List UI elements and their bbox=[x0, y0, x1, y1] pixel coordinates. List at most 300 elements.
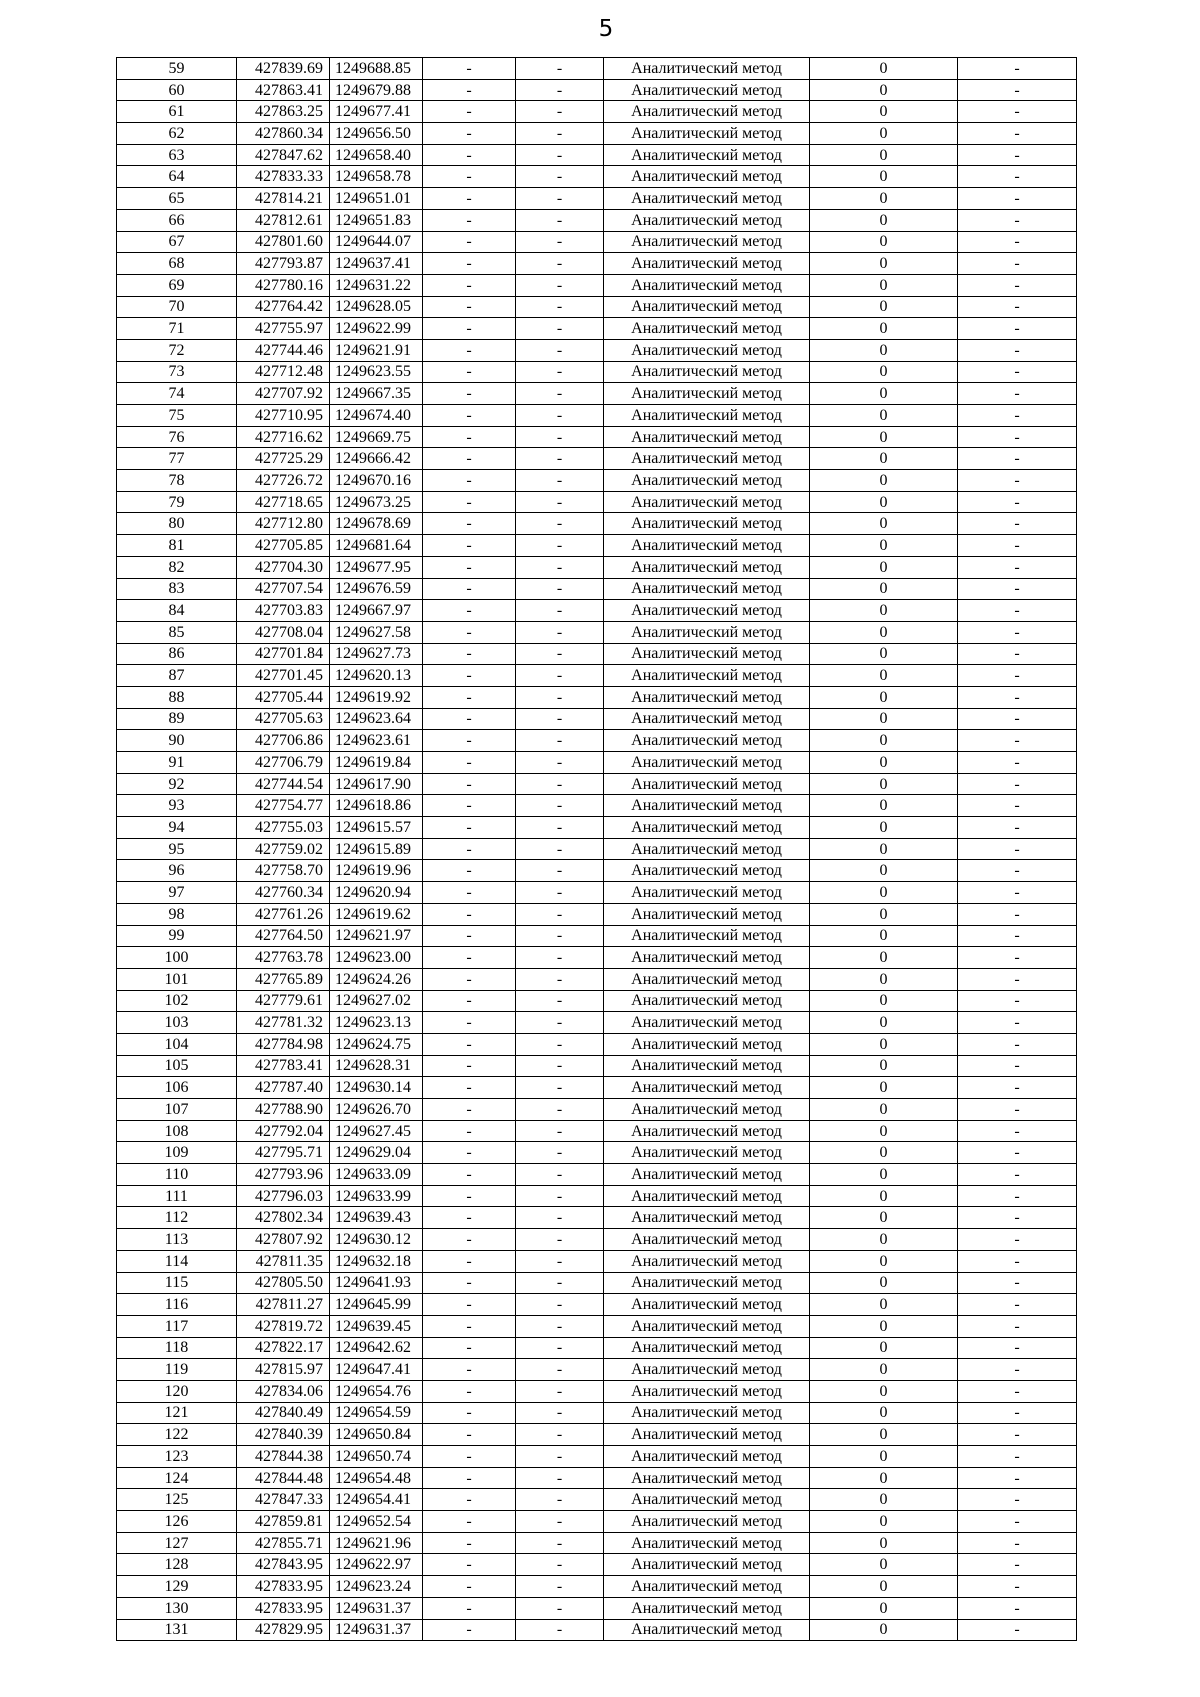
y-coordinate-cell: 1249628.31 bbox=[330, 1055, 423, 1077]
col5-cell: - bbox=[516, 947, 604, 969]
method-cell: Аналитический метод bbox=[604, 621, 810, 643]
table-row bbox=[117, 860, 1077, 882]
point-number-cell: 102 bbox=[117, 990, 237, 1012]
table-row bbox=[117, 231, 1077, 253]
table-row bbox=[117, 773, 1077, 795]
col8-cell: - bbox=[958, 188, 1077, 210]
method-cell: Аналитический метод bbox=[604, 426, 810, 448]
accuracy-cell: 0 bbox=[810, 860, 958, 882]
col8-cell: - bbox=[958, 101, 1077, 123]
col4-cell: - bbox=[423, 947, 516, 969]
x-coordinate-cell: 427834.06 bbox=[237, 1380, 330, 1402]
accuracy-cell: 0 bbox=[810, 795, 958, 817]
col8-cell: - bbox=[958, 513, 1077, 535]
x-coordinate-cell: 427726.72 bbox=[237, 470, 330, 492]
x-coordinate-cell: 427833.95 bbox=[237, 1597, 330, 1619]
point-number-cell: 92 bbox=[117, 773, 237, 795]
col5-cell: - bbox=[516, 1532, 604, 1554]
col5-cell: - bbox=[516, 817, 604, 839]
method-cell: Аналитический метод bbox=[604, 578, 810, 600]
method-cell: Аналитический метод bbox=[604, 101, 810, 123]
col8-cell: - bbox=[958, 144, 1077, 166]
accuracy-cell: 0 bbox=[810, 1489, 958, 1511]
x-coordinate-cell: 427788.90 bbox=[237, 1099, 330, 1121]
col4-cell: - bbox=[423, 903, 516, 925]
accuracy-cell: 0 bbox=[810, 578, 958, 600]
y-coordinate-cell: 1249641.93 bbox=[330, 1272, 423, 1294]
x-coordinate-cell: 427844.48 bbox=[237, 1467, 330, 1489]
y-coordinate-cell: 1249615.57 bbox=[330, 817, 423, 839]
table-row bbox=[117, 1055, 1077, 1077]
accuracy-cell: 0 bbox=[810, 1120, 958, 1142]
x-coordinate-cell: 427710.95 bbox=[237, 405, 330, 427]
method-cell: Аналитический метод bbox=[604, 1424, 810, 1446]
y-coordinate-cell: 1249658.40 bbox=[330, 144, 423, 166]
method-cell: Аналитический метод bbox=[604, 730, 810, 752]
x-coordinate-cell: 427764.42 bbox=[237, 296, 330, 318]
table-row bbox=[117, 968, 1077, 990]
table-row bbox=[117, 990, 1077, 1012]
x-coordinate-cell: 427780.16 bbox=[237, 274, 330, 296]
point-number-cell: 77 bbox=[117, 448, 237, 470]
point-number-cell: 60 bbox=[117, 79, 237, 101]
method-cell: Аналитический метод bbox=[604, 1402, 810, 1424]
method-cell: Аналитический метод bbox=[604, 1012, 810, 1034]
col8-cell: - bbox=[958, 1424, 1077, 1446]
point-number-cell: 131 bbox=[117, 1619, 237, 1641]
col4-cell: - bbox=[423, 318, 516, 340]
x-coordinate-cell: 427705.63 bbox=[237, 708, 330, 730]
col8-cell: - bbox=[958, 1402, 1077, 1424]
col8-cell: - bbox=[958, 1012, 1077, 1034]
col5-cell: - bbox=[516, 1250, 604, 1272]
col4-cell: - bbox=[423, 773, 516, 795]
accuracy-cell: 0 bbox=[810, 708, 958, 730]
col8-cell: - bbox=[958, 361, 1077, 383]
x-coordinate-cell: 427744.54 bbox=[237, 773, 330, 795]
col4-cell: - bbox=[423, 1359, 516, 1381]
col8-cell: - bbox=[958, 838, 1077, 860]
x-coordinate-cell: 427705.44 bbox=[237, 686, 330, 708]
col5-cell: - bbox=[516, 643, 604, 665]
col8-cell: - bbox=[958, 166, 1077, 188]
col4-cell: - bbox=[423, 231, 516, 253]
table-row bbox=[117, 1532, 1077, 1554]
y-coordinate-cell: 1249650.84 bbox=[330, 1424, 423, 1446]
col4-cell: - bbox=[423, 166, 516, 188]
col5-cell: - bbox=[516, 686, 604, 708]
y-coordinate-cell: 1249656.50 bbox=[330, 123, 423, 145]
x-coordinate-cell: 427783.41 bbox=[237, 1055, 330, 1077]
col4-cell: - bbox=[423, 405, 516, 427]
col4-cell: - bbox=[423, 144, 516, 166]
col4-cell: - bbox=[423, 1424, 516, 1446]
point-number-cell: 90 bbox=[117, 730, 237, 752]
x-coordinate-cell: 427764.50 bbox=[237, 925, 330, 947]
accuracy-cell: 0 bbox=[810, 535, 958, 557]
table-row bbox=[117, 1120, 1077, 1142]
accuracy-cell: 0 bbox=[810, 1554, 958, 1576]
col4-cell: - bbox=[423, 1532, 516, 1554]
col8-cell: - bbox=[958, 1099, 1077, 1121]
table-row bbox=[117, 1554, 1077, 1576]
accuracy-cell: 0 bbox=[810, 513, 958, 535]
table-row bbox=[117, 188, 1077, 210]
col5-cell: - bbox=[516, 882, 604, 904]
col8-cell: - bbox=[958, 1359, 1077, 1381]
x-coordinate-cell: 427795.71 bbox=[237, 1142, 330, 1164]
accuracy-cell: 0 bbox=[810, 968, 958, 990]
col5-cell: - bbox=[516, 491, 604, 513]
x-coordinate-cell: 427754.77 bbox=[237, 795, 330, 817]
method-cell: Аналитический метод bbox=[604, 1207, 810, 1229]
method-cell: Аналитический метод bbox=[604, 708, 810, 730]
point-number-cell: 91 bbox=[117, 752, 237, 774]
y-coordinate-cell: 1249620.94 bbox=[330, 882, 423, 904]
col5-cell: - bbox=[516, 274, 604, 296]
point-number-cell: 78 bbox=[117, 470, 237, 492]
col8-cell: - bbox=[958, 578, 1077, 600]
method-cell: Аналитический метод bbox=[604, 274, 810, 296]
method-cell: Аналитический метод bbox=[604, 253, 810, 275]
col4-cell: - bbox=[423, 470, 516, 492]
table-row bbox=[117, 947, 1077, 969]
table-row bbox=[117, 752, 1077, 774]
col4-cell: - bbox=[423, 1142, 516, 1164]
table-row bbox=[117, 1402, 1077, 1424]
col5-cell: - bbox=[516, 513, 604, 535]
accuracy-cell: 0 bbox=[810, 752, 958, 774]
x-coordinate-cell: 427755.03 bbox=[237, 817, 330, 839]
point-number-cell: 79 bbox=[117, 491, 237, 513]
method-cell: Аналитический метод bbox=[604, 817, 810, 839]
table-row bbox=[117, 58, 1077, 80]
x-coordinate-cell: 427703.83 bbox=[237, 600, 330, 622]
y-coordinate-cell: 1249624.75 bbox=[330, 1033, 423, 1055]
x-coordinate-cell: 427807.92 bbox=[237, 1229, 330, 1251]
method-cell: Аналитический метод bbox=[604, 643, 810, 665]
table-row bbox=[117, 686, 1077, 708]
col8-cell: - bbox=[958, 1164, 1077, 1186]
method-cell: Аналитический метод bbox=[604, 1229, 810, 1251]
method-cell: Аналитический метод bbox=[604, 1250, 810, 1272]
y-coordinate-cell: 1249633.99 bbox=[330, 1185, 423, 1207]
col5-cell: - bbox=[516, 1294, 604, 1316]
point-number-cell: 119 bbox=[117, 1359, 237, 1381]
point-number-cell: 81 bbox=[117, 535, 237, 557]
col8-cell: - bbox=[958, 1294, 1077, 1316]
col8-cell: - bbox=[958, 795, 1077, 817]
x-coordinate-cell: 427840.39 bbox=[237, 1424, 330, 1446]
col8-cell: - bbox=[958, 318, 1077, 340]
col5-cell: - bbox=[516, 1424, 604, 1446]
col8-cell: - bbox=[958, 1532, 1077, 1554]
y-coordinate-cell: 1249626.70 bbox=[330, 1099, 423, 1121]
col8-cell: - bbox=[958, 556, 1077, 578]
col4-cell: - bbox=[423, 101, 516, 123]
col4-cell: - bbox=[423, 730, 516, 752]
col4-cell: - bbox=[423, 448, 516, 470]
method-cell: Аналитический метод bbox=[604, 383, 810, 405]
col5-cell: - bbox=[516, 1576, 604, 1598]
accuracy-cell: 0 bbox=[810, 1511, 958, 1533]
col5-cell: - bbox=[516, 448, 604, 470]
y-coordinate-cell: 1249623.55 bbox=[330, 361, 423, 383]
col8-cell: - bbox=[958, 600, 1077, 622]
col4-cell: - bbox=[423, 535, 516, 557]
table-row bbox=[117, 1424, 1077, 1446]
col5-cell: - bbox=[516, 556, 604, 578]
method-cell: Аналитический метод bbox=[604, 58, 810, 80]
y-coordinate-cell: 1249627.02 bbox=[330, 990, 423, 1012]
point-number-cell: 108 bbox=[117, 1120, 237, 1142]
accuracy-cell: 0 bbox=[810, 123, 958, 145]
accuracy-cell: 0 bbox=[810, 448, 958, 470]
method-cell: Аналитический метод bbox=[604, 752, 810, 774]
accuracy-cell: 0 bbox=[810, 1467, 958, 1489]
col5-cell: - bbox=[516, 426, 604, 448]
point-number-cell: 89 bbox=[117, 708, 237, 730]
method-cell: Аналитический метод bbox=[604, 339, 810, 361]
y-coordinate-cell: 1249621.96 bbox=[330, 1532, 423, 1554]
x-coordinate-cell: 427755.97 bbox=[237, 318, 330, 340]
col5-cell: - bbox=[516, 1229, 604, 1251]
y-coordinate-cell: 1249631.22 bbox=[330, 274, 423, 296]
accuracy-cell: 0 bbox=[810, 426, 958, 448]
point-number-cell: 71 bbox=[117, 318, 237, 340]
col4-cell: - bbox=[423, 860, 516, 882]
col4-cell: - bbox=[423, 1619, 516, 1641]
col4-cell: - bbox=[423, 1207, 516, 1229]
point-number-cell: 118 bbox=[117, 1337, 237, 1359]
y-coordinate-cell: 1249681.64 bbox=[330, 535, 423, 557]
accuracy-cell: 0 bbox=[810, 209, 958, 231]
accuracy-cell: 0 bbox=[810, 686, 958, 708]
x-coordinate-cell: 427819.72 bbox=[237, 1315, 330, 1337]
table-row bbox=[117, 1229, 1077, 1251]
y-coordinate-cell: 1249617.90 bbox=[330, 773, 423, 795]
accuracy-cell: 0 bbox=[810, 318, 958, 340]
col4-cell: - bbox=[423, 253, 516, 275]
method-cell: Аналитический метод bbox=[604, 1033, 810, 1055]
col4-cell: - bbox=[423, 882, 516, 904]
y-coordinate-cell: 1249628.05 bbox=[330, 296, 423, 318]
y-coordinate-cell: 1249619.92 bbox=[330, 686, 423, 708]
accuracy-cell: 0 bbox=[810, 1229, 958, 1251]
y-coordinate-cell: 1249631.37 bbox=[330, 1619, 423, 1641]
col4-cell: - bbox=[423, 1099, 516, 1121]
col4-cell: - bbox=[423, 123, 516, 145]
col4-cell: - bbox=[423, 665, 516, 687]
table-row bbox=[117, 903, 1077, 925]
x-coordinate-cell: 427796.03 bbox=[237, 1185, 330, 1207]
accuracy-cell: 0 bbox=[810, 556, 958, 578]
x-coordinate-cell: 427761.26 bbox=[237, 903, 330, 925]
table-row bbox=[117, 1489, 1077, 1511]
method-cell: Аналитический метод bbox=[604, 296, 810, 318]
point-number-cell: 116 bbox=[117, 1294, 237, 1316]
col8-cell: - bbox=[958, 405, 1077, 427]
accuracy-cell: 0 bbox=[810, 730, 958, 752]
col8-cell: - bbox=[958, 903, 1077, 925]
table-row bbox=[117, 925, 1077, 947]
accuracy-cell: 0 bbox=[810, 144, 958, 166]
x-coordinate-cell: 427701.45 bbox=[237, 665, 330, 687]
point-number-cell: 127 bbox=[117, 1532, 237, 1554]
col4-cell: - bbox=[423, 79, 516, 101]
col5-cell: - bbox=[516, 253, 604, 275]
y-coordinate-cell: 1249654.48 bbox=[330, 1467, 423, 1489]
x-coordinate-cell: 427793.87 bbox=[237, 253, 330, 275]
col4-cell: - bbox=[423, 621, 516, 643]
col8-cell: - bbox=[958, 1554, 1077, 1576]
col8-cell: - bbox=[958, 1077, 1077, 1099]
table-row bbox=[117, 296, 1077, 318]
col8-cell: - bbox=[958, 817, 1077, 839]
col4-cell: - bbox=[423, 1597, 516, 1619]
col5-cell: - bbox=[516, 1402, 604, 1424]
method-cell: Аналитический метод bbox=[604, 470, 810, 492]
col5-cell: - bbox=[516, 578, 604, 600]
table-row bbox=[117, 318, 1077, 340]
table-row bbox=[117, 1380, 1077, 1402]
col4-cell: - bbox=[423, 426, 516, 448]
y-coordinate-cell: 1249627.58 bbox=[330, 621, 423, 643]
col8-cell: - bbox=[958, 209, 1077, 231]
y-coordinate-cell: 1249630.12 bbox=[330, 1229, 423, 1251]
table-row bbox=[117, 448, 1077, 470]
method-cell: Аналитический метод bbox=[604, 1120, 810, 1142]
point-number-cell: 63 bbox=[117, 144, 237, 166]
y-coordinate-cell: 1249623.00 bbox=[330, 947, 423, 969]
col4-cell: - bbox=[423, 686, 516, 708]
col5-cell: - bbox=[516, 166, 604, 188]
col4-cell: - bbox=[423, 1576, 516, 1598]
col5-cell: - bbox=[516, 383, 604, 405]
y-coordinate-cell: 1249642.62 bbox=[330, 1337, 423, 1359]
col5-cell: - bbox=[516, 1359, 604, 1381]
col8-cell: - bbox=[958, 1337, 1077, 1359]
col8-cell: - bbox=[958, 79, 1077, 101]
table-row bbox=[117, 1619, 1077, 1641]
y-coordinate-cell: 1249618.86 bbox=[330, 795, 423, 817]
table-row bbox=[117, 144, 1077, 166]
col8-cell: - bbox=[958, 1315, 1077, 1337]
x-coordinate-cell: 427706.79 bbox=[237, 752, 330, 774]
col4-cell: - bbox=[423, 1120, 516, 1142]
col8-cell: - bbox=[958, 491, 1077, 513]
col8-cell: - bbox=[958, 296, 1077, 318]
accuracy-cell: 0 bbox=[810, 1337, 958, 1359]
method-cell: Аналитический метод bbox=[604, 144, 810, 166]
y-coordinate-cell: 1249632.18 bbox=[330, 1250, 423, 1272]
x-coordinate-cell: 427811.35 bbox=[237, 1250, 330, 1272]
y-coordinate-cell: 1249673.25 bbox=[330, 491, 423, 513]
y-coordinate-cell: 1249624.26 bbox=[330, 968, 423, 990]
col5-cell: - bbox=[516, 1164, 604, 1186]
table-row bbox=[117, 643, 1077, 665]
col5-cell: - bbox=[516, 1099, 604, 1121]
col4-cell: - bbox=[423, 491, 516, 513]
point-number-cell: 94 bbox=[117, 817, 237, 839]
accuracy-cell: 0 bbox=[810, 253, 958, 275]
point-number-cell: 59 bbox=[117, 58, 237, 80]
col8-cell: - bbox=[958, 752, 1077, 774]
point-number-cell: 86 bbox=[117, 643, 237, 665]
accuracy-cell: 0 bbox=[810, 1012, 958, 1034]
point-number-cell: 69 bbox=[117, 274, 237, 296]
table-row bbox=[117, 1467, 1077, 1489]
y-coordinate-cell: 1249652.54 bbox=[330, 1511, 423, 1533]
col4-cell: - bbox=[423, 1467, 516, 1489]
table-row bbox=[117, 491, 1077, 513]
table-row bbox=[117, 1033, 1077, 1055]
col4-cell: - bbox=[423, 1077, 516, 1099]
x-coordinate-cell: 427860.34 bbox=[237, 123, 330, 145]
accuracy-cell: 0 bbox=[810, 1077, 958, 1099]
col4-cell: - bbox=[423, 1055, 516, 1077]
point-number-cell: 124 bbox=[117, 1467, 237, 1489]
point-number-cell: 105 bbox=[117, 1055, 237, 1077]
method-cell: Аналитический метод bbox=[604, 1055, 810, 1077]
y-coordinate-cell: 1249623.24 bbox=[330, 1576, 423, 1598]
x-coordinate-cell: 427759.02 bbox=[237, 838, 330, 860]
y-coordinate-cell: 1249667.97 bbox=[330, 600, 423, 622]
method-cell: Аналитический метод bbox=[604, 882, 810, 904]
col8-cell: - bbox=[958, 773, 1077, 795]
accuracy-cell: 0 bbox=[810, 339, 958, 361]
method-cell: Аналитический метод bbox=[604, 1380, 810, 1402]
col5-cell: - bbox=[516, 925, 604, 947]
x-coordinate-cell: 427781.32 bbox=[237, 1012, 330, 1034]
accuracy-cell: 0 bbox=[810, 817, 958, 839]
point-number-cell: 68 bbox=[117, 253, 237, 275]
table-row bbox=[117, 1315, 1077, 1337]
table-row bbox=[117, 535, 1077, 557]
method-cell: Аналитический метод bbox=[604, 318, 810, 340]
accuracy-cell: 0 bbox=[810, 101, 958, 123]
point-number-cell: 101 bbox=[117, 968, 237, 990]
col5-cell: - bbox=[516, 1554, 604, 1576]
col5-cell: - bbox=[516, 665, 604, 687]
col4-cell: - bbox=[423, 968, 516, 990]
table-row bbox=[117, 621, 1077, 643]
table-row bbox=[117, 101, 1077, 123]
method-cell: Аналитический метод bbox=[604, 1294, 810, 1316]
col8-cell: - bbox=[958, 383, 1077, 405]
x-coordinate-cell: 427801.60 bbox=[237, 231, 330, 253]
accuracy-cell: 0 bbox=[810, 1424, 958, 1446]
col8-cell: - bbox=[958, 231, 1077, 253]
col5-cell: - bbox=[516, 1315, 604, 1337]
y-coordinate-cell: 1249654.59 bbox=[330, 1402, 423, 1424]
y-coordinate-cell: 1249650.74 bbox=[330, 1446, 423, 1468]
method-cell: Аналитический метод bbox=[604, 686, 810, 708]
col8-cell: - bbox=[958, 535, 1077, 557]
point-number-cell: 122 bbox=[117, 1424, 237, 1446]
col8-cell: - bbox=[958, 1142, 1077, 1164]
table-row bbox=[117, 1294, 1077, 1316]
accuracy-cell: 0 bbox=[810, 1164, 958, 1186]
col8-cell: - bbox=[958, 1185, 1077, 1207]
col4-cell: - bbox=[423, 795, 516, 817]
method-cell: Аналитический метод bbox=[604, 968, 810, 990]
point-number-cell: 99 bbox=[117, 925, 237, 947]
x-coordinate-cell: 427814.21 bbox=[237, 188, 330, 210]
col8-cell: - bbox=[958, 860, 1077, 882]
method-cell: Аналитический метод bbox=[604, 838, 810, 860]
point-number-cell: 65 bbox=[117, 188, 237, 210]
